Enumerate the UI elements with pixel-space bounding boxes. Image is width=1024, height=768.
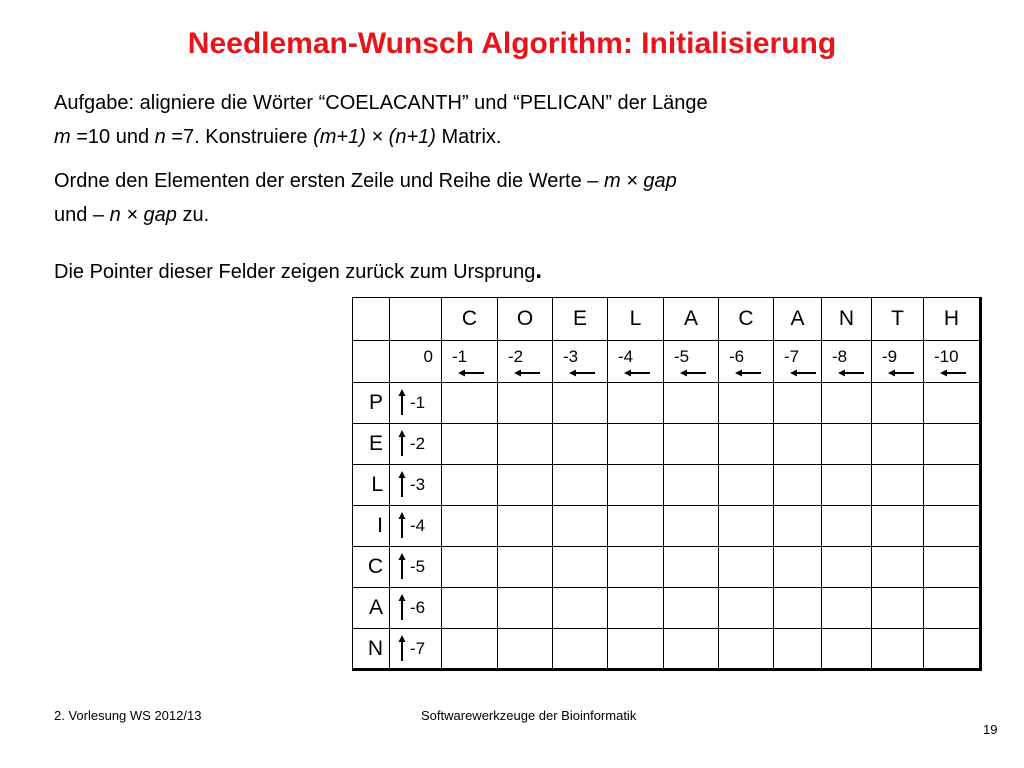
score-cell (872, 629, 924, 670)
matrix-row (353, 547, 981, 588)
footer-lecture: 2. Vorlesung WS 2012/13 (54, 708, 202, 723)
column-letter-text: C (738, 307, 754, 330)
score-cell (664, 588, 719, 629)
column-letter (719, 298, 774, 341)
score-cell (719, 424, 774, 465)
gap-value: -9 (882, 347, 898, 366)
task-line-2 (54, 120, 708, 154)
gap-cell (608, 341, 664, 383)
score-cell (608, 547, 664, 588)
score-cell (719, 383, 774, 424)
column-letter-text: H (943, 307, 960, 330)
column-letter-text: O (516, 307, 534, 330)
column-letter (553, 298, 608, 341)
corner-cell (390, 298, 442, 341)
score-cell (442, 629, 498, 670)
left-arrow-icon (940, 369, 966, 377)
row-letter: L (371, 473, 383, 496)
init-text-b: und – (54, 204, 110, 226)
column-letter-text: A (683, 307, 698, 330)
score-cell (822, 588, 872, 629)
score-cell (719, 629, 774, 670)
pointer-paragraph (54, 254, 542, 289)
column-letter-text: C (461, 307, 478, 330)
gap-cell (774, 341, 822, 383)
score-cell (872, 588, 924, 629)
row-gap-cell (390, 588, 442, 629)
gap-cell (498, 341, 553, 383)
column-letter (608, 298, 664, 341)
score-cell (553, 465, 608, 506)
init-text-a: Ordne den Elementen der ersten Zeile und Reihe die Werte – (54, 170, 604, 192)
column-letter (872, 298, 924, 341)
left-arrow-icon (624, 369, 650, 377)
score-cell (608, 383, 664, 424)
score-cell (774, 383, 822, 424)
matrix-row (353, 629, 981, 670)
row-letter-cell (353, 383, 390, 424)
init-line-2 (54, 198, 677, 232)
gap-cell (664, 341, 719, 383)
gap-value: -6 (729, 347, 745, 366)
score-cell (774, 547, 822, 588)
matrix-row (353, 383, 981, 424)
score-cell (442, 547, 498, 588)
left-arrow-icon (838, 369, 864, 377)
row-letter: E (368, 432, 383, 455)
score-cell (608, 629, 664, 670)
var-n: n (154, 126, 166, 148)
score-cell (553, 547, 608, 588)
score-cell (442, 506, 498, 547)
row-letter: P (368, 391, 383, 414)
pointer-text: Die Pointer dieser Felder zeigen zurück zum Ursprung (54, 261, 536, 283)
column-letter (822, 298, 872, 341)
matrix-row (353, 506, 981, 547)
matrix-row (353, 465, 981, 506)
gap-value: -2 (508, 347, 524, 366)
left-arrow-icon (680, 369, 706, 377)
score-cell (924, 465, 981, 506)
score-cell (498, 588, 553, 629)
score-cell (719, 588, 774, 629)
task-text-a: =10 und (70, 126, 155, 148)
matrix-size-expr: (m+1) × (n+1) (313, 126, 436, 148)
up-arrow-icon (398, 512, 406, 538)
row-letter: C (367, 555, 383, 578)
alignment-matrix (352, 297, 982, 671)
score-cell (498, 547, 553, 588)
score-cell (822, 383, 872, 424)
page-number: 19 (983, 722, 998, 737)
row-gap-value: -4 (410, 516, 426, 535)
gap-cell (822, 341, 872, 383)
origin-cell (390, 341, 442, 383)
header-row (353, 298, 981, 341)
score-cell (664, 465, 719, 506)
row-gap-value: -1 (410, 393, 426, 412)
pointer-dot: . (535, 257, 542, 284)
score-cell (872, 424, 924, 465)
score-cell (553, 588, 608, 629)
row-gap-value: -7 (410, 639, 426, 658)
row-gap-cell (390, 424, 442, 465)
column-letter (498, 298, 553, 341)
gap-value: -1 (452, 347, 468, 366)
corner-cell (353, 298, 390, 341)
score-cell (774, 465, 822, 506)
score-cell (664, 424, 719, 465)
gap-cell (719, 341, 774, 383)
column-letter (442, 298, 498, 341)
row-gap-value: -2 (410, 434, 426, 453)
up-arrow-icon (398, 553, 406, 579)
score-cell (442, 588, 498, 629)
score-cell (822, 424, 872, 465)
score-cell (924, 506, 981, 547)
score-cell (822, 547, 872, 588)
init-text-c: zu. (176, 204, 210, 226)
column-letter-text: L (629, 307, 642, 330)
gap-value: -4 (618, 347, 634, 366)
task-paragraph (54, 86, 708, 154)
row-gap-cell (390, 465, 442, 506)
row-gap-value: -5 (410, 557, 426, 576)
gap-cell (442, 341, 498, 383)
row-letter-cell (353, 588, 390, 629)
score-cell (822, 506, 872, 547)
row-letter-cell (353, 424, 390, 465)
init-line-1 (54, 164, 677, 198)
gap-cell (553, 341, 608, 383)
footer-course: Softwarewerkzeuge der Bioinformatik (421, 708, 637, 723)
task-text-b: =7. Konstruiere (165, 126, 314, 148)
gap-row (353, 341, 981, 383)
score-cell (774, 506, 822, 547)
score-cell (498, 424, 553, 465)
row-gap-cell (390, 547, 442, 588)
matrix-row (353, 588, 981, 629)
score-cell (442, 383, 498, 424)
score-cell (822, 629, 872, 670)
score-cell (553, 383, 608, 424)
up-arrow-icon (398, 635, 406, 661)
score-cell (498, 629, 553, 670)
up-arrow-icon (398, 594, 406, 620)
row-letter-cell (353, 629, 390, 670)
slide-title: Needleman-Wunsch Algorithm: Initialisierung (187, 27, 837, 60)
task-text-c: Matrix. (435, 126, 502, 148)
var-m: m (54, 126, 71, 148)
score-cell (774, 588, 822, 629)
gap-value: -7 (784, 347, 800, 366)
score-cell (872, 383, 924, 424)
score-cell (872, 547, 924, 588)
score-cell (719, 547, 774, 588)
column-letter (664, 298, 719, 341)
score-cell (664, 383, 719, 424)
score-cell (924, 424, 981, 465)
n-gap-expr: n × gap (109, 204, 177, 226)
gap-value: -5 (674, 347, 690, 366)
column-letter-text: N (838, 307, 855, 330)
up-arrow-icon (398, 389, 406, 415)
score-cell (774, 629, 822, 670)
left-arrow-icon (790, 369, 816, 377)
row-letter: N (367, 637, 383, 660)
score-cell (719, 506, 774, 547)
score-cell (608, 424, 664, 465)
left-arrow-icon (514, 369, 540, 377)
gap-value: -10 (934, 347, 959, 366)
row-gap-cell (390, 629, 442, 670)
left-arrow-icon (569, 369, 595, 377)
score-cell (664, 547, 719, 588)
score-cell (774, 424, 822, 465)
gap-cell (924, 341, 981, 383)
score-cell (608, 588, 664, 629)
score-cell (872, 506, 924, 547)
score-cell (553, 424, 608, 465)
row-gap-cell (390, 383, 442, 424)
origin-value: 0 (423, 347, 433, 366)
empty-cell (353, 341, 390, 383)
task-line-1: Aufgabe: aligniere die Wörter “COELACANTH” und “PELICAN” der Länge (54, 92, 708, 114)
column-letter-text: T (891, 307, 904, 330)
row-gap-value: -6 (410, 598, 426, 617)
row-gap-value: -3 (410, 475, 426, 494)
score-cell (498, 506, 553, 547)
column-letter-text: E (572, 307, 587, 330)
row-letter: I (377, 514, 383, 537)
gap-cell (872, 341, 924, 383)
score-cell (719, 465, 774, 506)
score-cell (924, 383, 981, 424)
score-cell (442, 424, 498, 465)
score-cell (664, 629, 719, 670)
row-gap-cell (390, 506, 442, 547)
row-letter-cell (353, 547, 390, 588)
row-letter: A (368, 596, 383, 619)
matrix-row (353, 424, 981, 465)
score-cell (924, 629, 981, 670)
gap-value: -8 (832, 347, 848, 366)
score-cell (924, 588, 981, 629)
column-letter (924, 298, 981, 341)
up-arrow-icon (398, 430, 406, 456)
column-letter (774, 298, 822, 341)
gap-value: -3 (563, 347, 579, 366)
score-cell (872, 465, 924, 506)
init-paragraph (54, 164, 677, 232)
up-arrow-icon (398, 471, 406, 497)
row-letter-cell (353, 506, 390, 547)
row-letter-cell (353, 465, 390, 506)
score-cell (553, 506, 608, 547)
left-arrow-icon (888, 369, 914, 377)
score-cell (822, 465, 872, 506)
score-cell (498, 465, 553, 506)
score-cell (608, 506, 664, 547)
left-arrow-icon (458, 369, 484, 377)
score-cell (498, 383, 553, 424)
score-cell (553, 629, 608, 670)
left-arrow-icon (735, 369, 761, 377)
score-cell (608, 465, 664, 506)
column-letter-text: A (790, 307, 805, 330)
score-cell (924, 547, 981, 588)
m-gap-expr: m × gap (603, 170, 677, 192)
score-cell (442, 465, 498, 506)
score-cell (664, 506, 719, 547)
